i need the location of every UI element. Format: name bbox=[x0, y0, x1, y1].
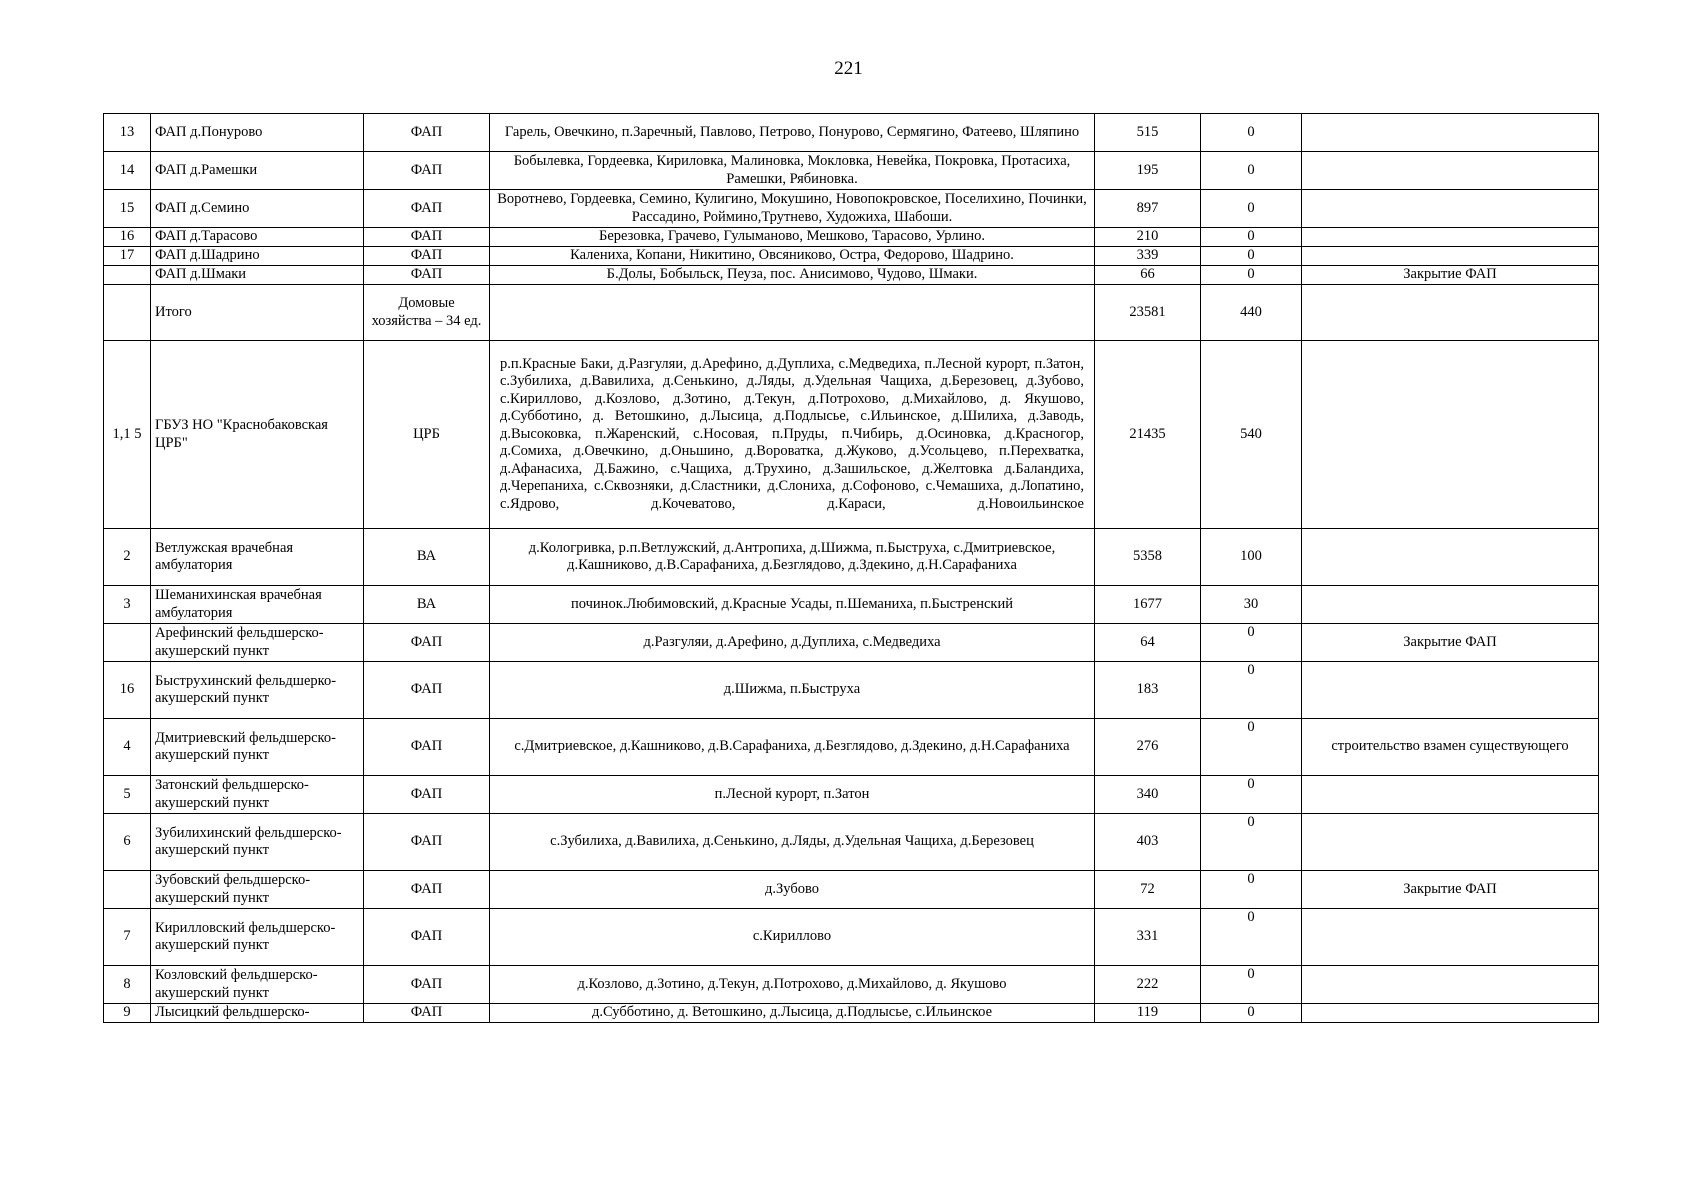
table-row bbox=[104, 190, 1599, 228]
served-localities: с.Зубилиха, д.Вавилиха, д.Сенькино, д.Ляды, д.Удельная Чащиха, д.Березовец bbox=[490, 814, 1095, 871]
facility-type: ФАП bbox=[364, 152, 490, 190]
table-row bbox=[104, 871, 1599, 909]
served-localities: Б.Долы, Бобыльск, Пеуза, пос. Анисимово, Чудово, Шмаки. bbox=[490, 266, 1095, 285]
population-count: 222 bbox=[1095, 966, 1201, 1004]
served-localities: д.Кологривка, р.п.Ветлужский, д.Антропиха, д.Шижма, п.Быструха, с.Дмитриевское, д.Кашниково, д.В.Сарафаниха, д.Безглядово, д.Здекино, д.Н.Сарафаниха bbox=[490, 529, 1095, 586]
served-localities: Калениха, Копани, Никитино, Овсяниково, Остра, Федорово, Шадрино. bbox=[490, 247, 1095, 266]
facility-type: ФАП bbox=[364, 247, 490, 266]
facility-name: Козловский фельдшерско-акушерский пункт bbox=[151, 966, 364, 1004]
served-localities: д.Разгуляи, д.Арефино, д.Дуплиха, с.Медведиха bbox=[490, 624, 1095, 662]
table-row bbox=[104, 341, 1599, 529]
facility-name: ГБУЗ НО "Краснобаковская ЦРБ" bbox=[151, 341, 364, 529]
value-cell: 0 bbox=[1201, 152, 1302, 190]
served-localities: с.Кириллово bbox=[490, 909, 1095, 966]
facility-name: ФАП д.Понурово bbox=[151, 114, 364, 152]
table-row bbox=[104, 285, 1599, 341]
population-count: 403 bbox=[1095, 814, 1201, 871]
facility-name: Зубовский фельдшерско-акушерский пункт bbox=[151, 871, 364, 909]
row-number: 4 bbox=[104, 719, 151, 776]
population-count: 183 bbox=[1095, 662, 1201, 719]
note-cell bbox=[1302, 776, 1599, 814]
row-number bbox=[104, 624, 151, 662]
served-localities: д.Зубово bbox=[490, 871, 1095, 909]
population-count: 340 bbox=[1095, 776, 1201, 814]
row-number: 1,1 5 bbox=[104, 341, 151, 529]
facility-type: ФАП bbox=[364, 190, 490, 228]
facility-type: ФАП bbox=[364, 776, 490, 814]
facility-type: ФАП bbox=[364, 719, 490, 776]
served-localities: Березовка, Грачево, Гулыманово, Мешково, Тарасово, Урлино. bbox=[490, 228, 1095, 247]
population-count: 1677 bbox=[1095, 586, 1201, 624]
row-number: 5 bbox=[104, 776, 151, 814]
table-body bbox=[104, 114, 1599, 1023]
value-cell: 0 bbox=[1201, 871, 1302, 909]
population-count: 66 bbox=[1095, 266, 1201, 285]
row-number: 6 bbox=[104, 814, 151, 871]
value-cell: 0 bbox=[1201, 624, 1302, 662]
served-localities: д.Шижма, п.Быструха bbox=[490, 662, 1095, 719]
facility-name: Арефинский фельдшерско-акушерский пункт bbox=[151, 624, 364, 662]
population-count: 210 bbox=[1095, 228, 1201, 247]
row-number: 8 bbox=[104, 966, 151, 1004]
served-localities: п.Лесной курорт, п.Затон bbox=[490, 776, 1095, 814]
table-row bbox=[104, 776, 1599, 814]
facility-type: ФАП bbox=[364, 871, 490, 909]
population-count: 119 bbox=[1095, 1004, 1201, 1023]
facility-type: ФАП bbox=[364, 114, 490, 152]
population-count: 5358 bbox=[1095, 529, 1201, 586]
table-row bbox=[104, 624, 1599, 662]
facility-type: ФАП bbox=[364, 966, 490, 1004]
population-count: 23581 bbox=[1095, 285, 1201, 341]
row-number: 13 bbox=[104, 114, 151, 152]
population-count: 195 bbox=[1095, 152, 1201, 190]
value-cell: 100 bbox=[1201, 529, 1302, 586]
table-row bbox=[104, 909, 1599, 966]
note-cell: строительство взамен существующего bbox=[1302, 719, 1599, 776]
facility-type: ФАП bbox=[364, 624, 490, 662]
note-cell bbox=[1302, 190, 1599, 228]
row-number bbox=[104, 266, 151, 285]
served-localities: д.Субботино, д. Ветошкино, д.Лысица, д.Подлысье, с.Ильинское bbox=[490, 1004, 1095, 1023]
facility-type: ФАП bbox=[364, 662, 490, 719]
note-cell bbox=[1302, 966, 1599, 1004]
table-row bbox=[104, 247, 1599, 266]
note-cell: Закрытие ФАП bbox=[1302, 266, 1599, 285]
value-cell: 0 bbox=[1201, 966, 1302, 1004]
facility-name: ФАП д.Шадрино bbox=[151, 247, 364, 266]
row-number: 7 bbox=[104, 909, 151, 966]
row-number: 9 bbox=[104, 1004, 151, 1023]
served-localities: р.п.Красные Баки, д.Разгуляи, д.Арефино, д.Дуплиха, с.Медведиха, п.Лесной курорт, п.Затон, с.Зубилиха, д.Вавилиха, д.Сенькино, д.Ляды, д.Удельная Чащиха, д.Березовец, д.Зубово, с.Кириллово, д.Козлово, д.Зотино, д.Текун, д.Потрохово, д.Михайлово, д. Якушово, д.Субботино, д. Ветошкино, д.Лысица, д.Подлысье, с.Ильинское, д.Шилиха, д.Заводь, д.Высоковка, п.Жаренский, с.Носовая, п.Пруды, п.Чибирь, д.Осиновка, д.Красногор, д.Сомиха, д.Овечкино, д.Оньшино, д.Вороватка, д.Жуково, д.Усольцево, п.Перехватка, д.Афанасиха, Д.Бажино, с.Чащиха, д.Трухино, д.Зашильское, д.Желтовка д.Баландиха, д.Черепаниха, с.Сквозняки, д.Сластники, д.Слониха, д.Софоново, с.Чемашиха, д.Лопатино, с.Ядрово, д.Кочеватово, д.Караси, д.Новоильинское bbox=[490, 341, 1095, 529]
note-cell: Закрытие ФАП bbox=[1302, 624, 1599, 662]
note-cell bbox=[1302, 586, 1599, 624]
value-cell: 0 bbox=[1201, 909, 1302, 966]
facility-name: ФАП д.Семино bbox=[151, 190, 364, 228]
row-number: 16 bbox=[104, 662, 151, 719]
value-cell: 0 bbox=[1201, 228, 1302, 247]
served-localities: Бобылевка, Гордеевка, Кириловка, Малиновка, Мокловка, Невейка, Покровка, Протасиха, Рамешки, Рябиновка. bbox=[490, 152, 1095, 190]
value-cell: 0 bbox=[1201, 776, 1302, 814]
population-count: 331 bbox=[1095, 909, 1201, 966]
value-cell: 0 bbox=[1201, 266, 1302, 285]
facility-type: ФАП bbox=[364, 814, 490, 871]
value-cell: 540 bbox=[1201, 341, 1302, 529]
page-number: 221 bbox=[834, 58, 863, 79]
value-cell: 30 bbox=[1201, 586, 1302, 624]
row-number: 14 bbox=[104, 152, 151, 190]
table-row bbox=[104, 966, 1599, 1004]
facility-name: Шеманихинская врачебная амбулатория bbox=[151, 586, 364, 624]
served-localities: починок.Любимовский, д.Красные Усады, п.Шеманиха, п.Быстренский bbox=[490, 586, 1095, 624]
served-localities: с.Дмитриевское, д.Кашниково, д.В.Сарафаниха, д.Безглядово, д.Здекино, д.Н.Сарафаниха bbox=[490, 719, 1095, 776]
note-cell bbox=[1302, 1004, 1599, 1023]
row-number bbox=[104, 285, 151, 341]
facility-name: ФАП д.Шмаки bbox=[151, 266, 364, 285]
population-count: 897 bbox=[1095, 190, 1201, 228]
facility-name: Итого bbox=[151, 285, 364, 341]
facility-name: Ветлужская врачебная амбулатория bbox=[151, 529, 364, 586]
note-cell bbox=[1302, 114, 1599, 152]
table-row bbox=[104, 152, 1599, 190]
facility-type: Домовые хозяйства – 34 ед. bbox=[364, 285, 490, 341]
facility-name: Дмитриевский фельдшерско-акушерский пункт bbox=[151, 719, 364, 776]
table-row bbox=[104, 719, 1599, 776]
table-row bbox=[104, 814, 1599, 871]
table-row bbox=[104, 266, 1599, 285]
table-row bbox=[104, 529, 1599, 586]
facility-name: Быструхинский фельдшерко-акушерский пункт bbox=[151, 662, 364, 719]
population-count: 515 bbox=[1095, 114, 1201, 152]
facility-name: Зубилихинский фельдшерско-акушерский пункт bbox=[151, 814, 364, 871]
value-cell: 440 bbox=[1201, 285, 1302, 341]
note-cell bbox=[1302, 341, 1599, 529]
value-cell: 0 bbox=[1201, 114, 1302, 152]
note-cell bbox=[1302, 814, 1599, 871]
table-row bbox=[104, 1004, 1599, 1023]
facility-name: ФАП д.Тарасово bbox=[151, 228, 364, 247]
note-cell bbox=[1302, 247, 1599, 266]
table-row bbox=[104, 114, 1599, 152]
note-cell bbox=[1302, 152, 1599, 190]
row-number: 2 bbox=[104, 529, 151, 586]
row-number: 16 bbox=[104, 228, 151, 247]
value-cell: 0 bbox=[1201, 662, 1302, 719]
table-row bbox=[104, 586, 1599, 624]
served-localities bbox=[490, 285, 1095, 341]
population-count: 72 bbox=[1095, 871, 1201, 909]
value-cell: 0 bbox=[1201, 1004, 1302, 1023]
note-cell bbox=[1302, 662, 1599, 719]
facilities-table bbox=[103, 113, 1599, 1023]
row-number: 17 bbox=[104, 247, 151, 266]
population-count: 276 bbox=[1095, 719, 1201, 776]
note-cell bbox=[1302, 529, 1599, 586]
facility-name: Кирилловский фельдшерско-акушерский пункт bbox=[151, 909, 364, 966]
facility-type: ФАП bbox=[364, 228, 490, 247]
served-localities: д.Козлово, д.Зотино, д.Текун, д.Потрохово, д.Михайлово, д. Якушово bbox=[490, 966, 1095, 1004]
facility-name: Лысицкий фельдшерско- bbox=[151, 1004, 364, 1023]
row-number: 15 bbox=[104, 190, 151, 228]
note-cell bbox=[1302, 909, 1599, 966]
value-cell: 0 bbox=[1201, 190, 1302, 228]
value-cell: 0 bbox=[1201, 247, 1302, 266]
value-cell: 0 bbox=[1201, 814, 1302, 871]
facility-type: ЦРБ bbox=[364, 341, 490, 529]
note-cell bbox=[1302, 228, 1599, 247]
served-localities: Воротнево, Гордеевка, Семино, Кулигино, Мокушино, Новопокровское, Поселихино, Починки, Рассадино, Роймино,Трутнево, Художиха, Шабоши. bbox=[490, 190, 1095, 228]
row-number bbox=[104, 871, 151, 909]
population-count: 64 bbox=[1095, 624, 1201, 662]
population-count: 339 bbox=[1095, 247, 1201, 266]
facility-type: ВА bbox=[364, 529, 490, 586]
facility-name: Затонский фельдшерско-акушерский пункт bbox=[151, 776, 364, 814]
served-localities: Гарель, Овечкино, п.Заречный, Павлово, Петрово, Понурово, Сермягино, Фатеево, Шляпино bbox=[490, 114, 1095, 152]
facility-name: ФАП д.Рамешки bbox=[151, 152, 364, 190]
facility-type: ФАП bbox=[364, 1004, 490, 1023]
facility-type: ФАП bbox=[364, 909, 490, 966]
note-cell bbox=[1302, 285, 1599, 341]
row-number: 3 bbox=[104, 586, 151, 624]
facility-type: ВА bbox=[364, 586, 490, 624]
population-count: 21435 bbox=[1095, 341, 1201, 529]
value-cell: 0 bbox=[1201, 719, 1302, 776]
table-row bbox=[104, 228, 1599, 247]
note-cell: Закрытие ФАП bbox=[1302, 871, 1599, 909]
facility-type: ФАП bbox=[364, 266, 490, 285]
table-row bbox=[104, 662, 1599, 719]
